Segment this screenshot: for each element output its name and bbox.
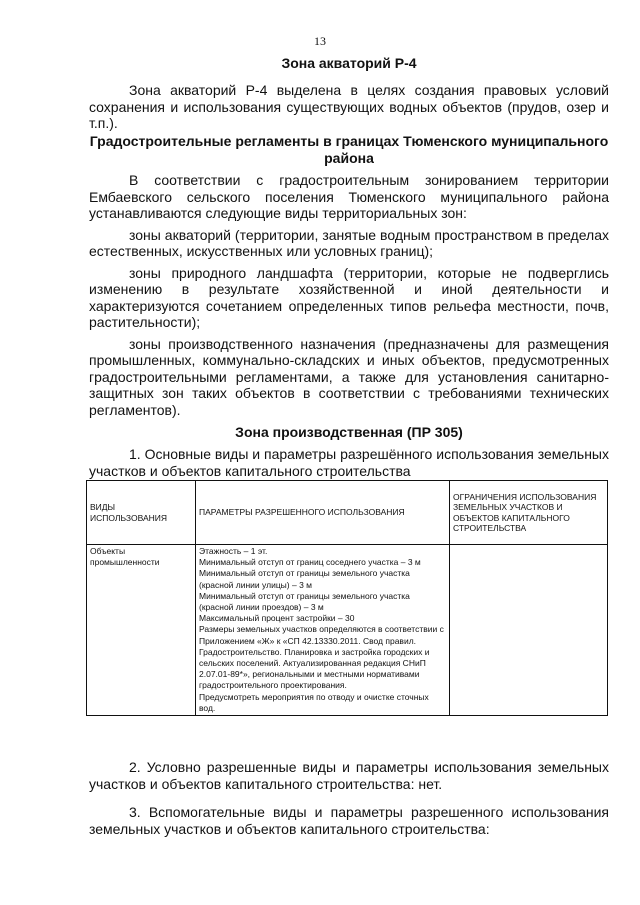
paragraph-water-zone: Зона акваторий Р-4 выделена в целях создания правовых условий сохранения и использования существующих водных объектов (прудов, озер и т.п.). [89, 82, 609, 131]
table-header-cell: ВИДЫ ИСПОЛЬЗОВАНИЯ [87, 481, 196, 545]
regulations-table-wrap [86, 480, 608, 716]
page-number: 13 [314, 34, 326, 48]
param-line: Минимальный отступ от границы земельного участка (красной линии улицы) – 3 м [199, 568, 410, 590]
list-item-3: 3. Вспомогательные виды и параметры разрешенного использования земельных участков и объектов капитального строительства: [89, 804, 609, 837]
table-header-cell: ОГРАНИЧЕНИЯ ИСПОЛЬЗОВАНИЯ ЗЕМЕЛЬНЫХ УЧАСТКОВ И ОБЪЕКТОВ КАПИТАЛЬНОГО СТРОИТЕЛЬСТВА [450, 481, 608, 545]
section-extra-items [89, 759, 609, 837]
table-row [87, 545, 608, 716]
paragraph-regulations-intro: В соответствии с градостроительным зонированием территории Ембаевского сельского поселения Тюменского муниципального района устанавливаются следующие виды территориальных зон: [89, 172, 609, 221]
regulations-table [86, 480, 608, 716]
section-title-water-zone: Зона акваторий Р-4 [281, 55, 417, 71]
param-line: Размеры земельных участков определяются в соответствии с Приложением «Ж» к «СП 42.13330.2011. Свод правил. Градостроительство. Планировка и застройка городских и сельских поселений. Актуализированная редакция СНиП 2.07.01-89*», региональными и местными нормативами градостроительного проектирования. [199, 624, 444, 691]
list-item-1: 1. Основные виды и параметры разрешённого использования земельных участков и объектов капитального строительства [89, 446, 609, 479]
table-cell-restrictions [450, 545, 608, 716]
zone-item-industrial: зоны производственного назначения (предназначены для размещения промышленных, коммунально-складских и иных объектов, предусмотренных градостроительными регламентами, а также для установления санитарно-защитных зон таких объектов в соответствии с требованиями технических регламентов). [89, 335, 609, 418]
section-water-zone [89, 55, 609, 132]
section-industrial-zone [89, 424, 609, 479]
table-cell-type: Объекты промышленности [87, 545, 196, 716]
table-header-cell: ПАРАМЕТРЫ РАЗРЕШЕННОГО ИСПОЛЬЗОВАНИЯ [196, 481, 450, 545]
table-cell-params [196, 545, 450, 716]
param-line: Предусмотреть мероприятия по отводу и очистке сточных вод. [199, 691, 429, 713]
param-line: Минимальный отступ от границы земельного участка (красной линии проездов) – 3 м [199, 590, 410, 613]
zone-item-water: зоны акваторий (территории, занятые водным пространством в пределах естественных, искусственных или условных границ); [89, 226, 609, 259]
section-title-regulations: Градостроительные регламенты в границах Тюменского муниципального района [89, 133, 609, 166]
param-line: Максимальный процент застройки – 30 [199, 613, 355, 624]
zone-item-landscape: зоны природного ландшафта (территории, которые не подверглись изменению в результате хозяйственной и иной деятельности и характеризуются сочетанием определенных типов рельефа местности, почв, растительности); [89, 264, 609, 330]
section-regulations [89, 133, 609, 418]
table-header-row [87, 481, 608, 545]
section-title-industrial-zone: Зона производственная (ПР 305) [235, 424, 463, 440]
param-line: Этажность – 1 эт. [199, 546, 268, 556]
param-line: Минимальный отступ от границ соседнего участка – 3 м [199, 557, 421, 568]
list-item-2: 2. Условно разрешенные виды и параметры использования земельных участков и объектов капитального строительства: нет. [89, 759, 609, 792]
